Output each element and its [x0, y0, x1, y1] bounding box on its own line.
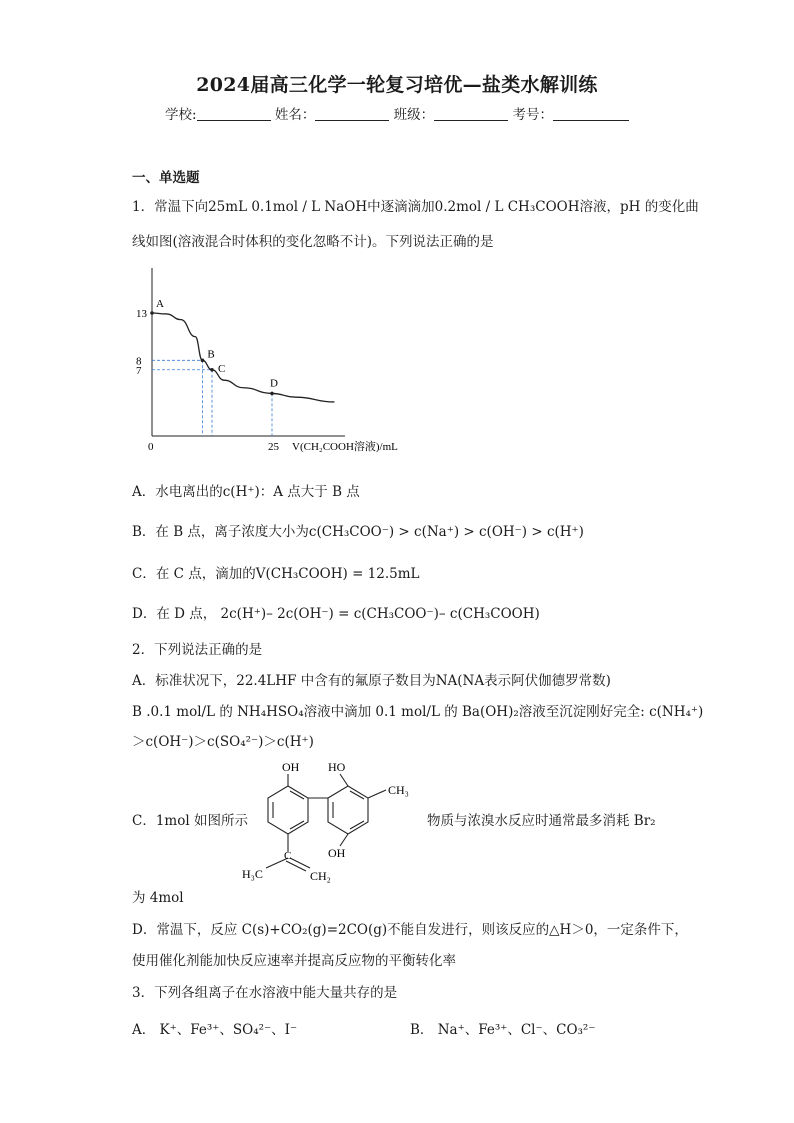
q1-option-c[interactable]: C．在 C 点，滴加的V(CH₃COOH) = 12.5mL	[132, 566, 420, 582]
q1-option-d[interactable]: D．在 D 点， 2c(H⁺)– 2c(OH⁻) = c(CH₃COO⁻)– c(CH₃COOH)	[132, 606, 540, 622]
mol-c: C	[284, 850, 292, 862]
q3-option-a[interactable]: A． K⁺、Fe³⁺、SO₄²⁻、I⁻	[132, 1022, 298, 1038]
y-tick-8: 8	[136, 355, 142, 368]
q1-stem-line1: 1．常温下向25mL 0.1mol / L NaOH中逐滴滴加0.2mol / L CH₃COOH溶液，pH 的变化曲	[132, 199, 699, 215]
point-b	[201, 359, 205, 363]
y-tick-labels	[136, 308, 148, 377]
q2-option-c-pre[interactable]: C．1mol 如图所示	[132, 813, 248, 829]
point-a	[150, 311, 154, 315]
mol-ch3: CH₃	[388, 783, 409, 797]
q2-option-c-end: 为 4mol	[132, 890, 184, 906]
point-label-c: C	[218, 362, 226, 375]
page-title: 2024届高三化学一轮复习培优—盐类水解训练	[196, 74, 598, 96]
mol-ch2: CH₂	[310, 869, 331, 883]
school-label: 学校:	[165, 107, 197, 123]
number-label: 考号：	[512, 107, 553, 123]
q1-option-b[interactable]: B．在 B 点，离子浓度大小为c(CH₃COO⁻) > c(Na⁺) > c(OH⁻) > c(H⁺)	[132, 524, 584, 540]
class-label: 班级：	[393, 107, 435, 123]
point-c	[210, 368, 214, 372]
q3-option-b[interactable]: B． Na⁺、Fe³⁺、Cl⁻、CO₃²⁻	[410, 1022, 596, 1038]
ph-curve	[152, 313, 334, 402]
x-tick-0: 0	[148, 441, 154, 453]
x-axis-label: V(CH₂COOH溶液)/mL	[292, 441, 398, 453]
guide-lines	[152, 360, 272, 436]
q2-option-c-post: 物质与浓溴水反应时通常最多消耗 Br₂	[427, 813, 656, 829]
point-label-a: A	[156, 298, 164, 310]
q1-stem-line2: 线如图(溶液混合时体积的变化忽略不计)。下列说法正确的是	[132, 234, 494, 250]
q2-option-d-line2: 使用催化剂能加快反应速率并提高反应物的平衡转化率	[132, 953, 456, 969]
section-heading: 一、单选题	[132, 170, 200, 186]
class-blank[interactable]	[434, 106, 508, 121]
mol-ho-2: HO	[328, 760, 346, 774]
q2-stem: 2．下列说法正确的是	[132, 642, 263, 658]
q3-stem: 3．下列各组离子在水溶液中能大量共存的是	[132, 985, 398, 1001]
molecule-structure	[240, 758, 425, 888]
q1-option-a[interactable]: A．水电离出的c(H⁺)：A 点大于 B 点	[132, 484, 360, 500]
school-blank[interactable]	[197, 106, 271, 121]
y-tick-13: 13	[136, 308, 147, 320]
x-tick-25: 25	[268, 441, 279, 453]
mol-oh-3: OH	[328, 846, 346, 860]
student-info-line	[0, 103, 794, 123]
point-label-b: B	[207, 348, 215, 361]
mol-h3c: H₃C	[242, 867, 263, 881]
name-label: 姓名：	[274, 107, 316, 123]
x-tick-labels	[148, 441, 280, 453]
point-d	[270, 392, 274, 396]
number-blank[interactable]	[553, 106, 629, 121]
q2-option-b-line1[interactable]: B .0.1 mol/L 的 NH₄HSO₄溶液中滴加 0.1 mol/L 的 Ba(OH)₂溶液至沉淀刚好完全: c(NH₄⁺)	[132, 704, 704, 720]
name-blank[interactable]	[315, 106, 389, 121]
ph-titration-chart	[130, 262, 430, 457]
q2-option-d-line1[interactable]: D．常温下，反应 C(s)+CO₂(g)=2CO(g)不能自发进行，则该反应的△H＞0，一定条件下，	[132, 922, 688, 938]
y-tick-7: 7	[136, 364, 142, 377]
curve-points	[150, 298, 278, 395]
point-label-d: D	[270, 377, 278, 390]
q2-option-b-line2: ＞c(OH⁻)＞c(SO₄²⁻)＞c(H⁺)	[132, 734, 314, 750]
q2-option-a[interactable]: A．标准状况下，22.4LHF 中含有的氟原子数目为NA(NA表示阿伏伽德罗常数)	[132, 673, 611, 689]
mol-oh-1: OH	[282, 760, 300, 774]
